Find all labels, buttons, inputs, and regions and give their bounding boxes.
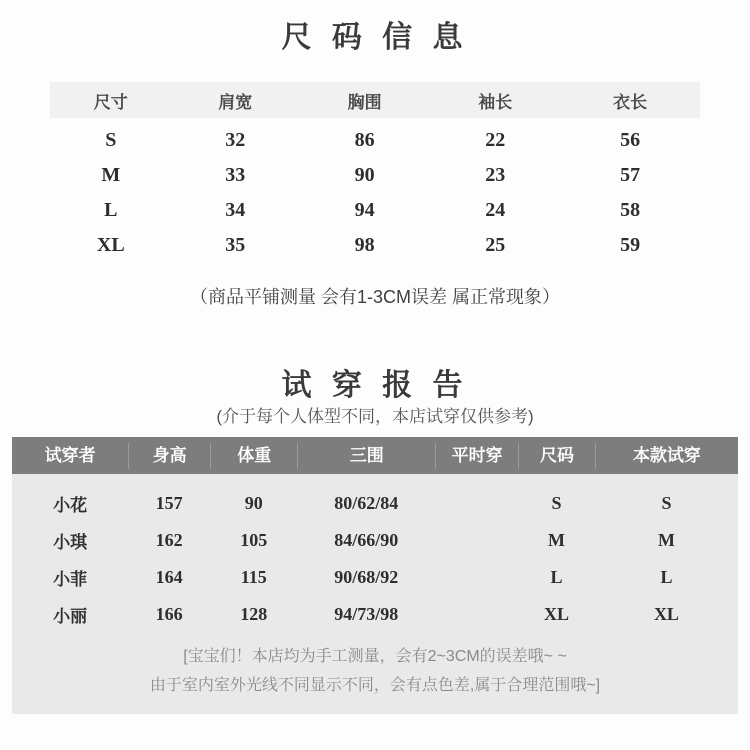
size-table-row-m xyxy=(50,158,700,193)
size-cell: M xyxy=(101,164,121,186)
size-table xyxy=(50,82,700,263)
fit-cell-model: 小丽 xyxy=(53,607,88,626)
fit-cell-tried-size: S xyxy=(661,493,672,513)
size-cell: 33 xyxy=(225,164,246,186)
size-cell: XL xyxy=(96,234,125,256)
fit-cell-model: 小花 xyxy=(53,496,88,515)
fit-table-row xyxy=(12,596,738,633)
size-cell: 86 xyxy=(354,129,375,151)
size-cell: L xyxy=(104,199,118,221)
size-table-header-bust: 胸围 xyxy=(347,92,382,112)
size-cell: S xyxy=(105,129,117,151)
fit-cell-measurements: 94/73/98 xyxy=(334,604,399,624)
fit-cell-weight: 128 xyxy=(240,604,268,624)
fit-cell-model: 小琪 xyxy=(53,533,88,552)
size-cell: 32 xyxy=(225,129,246,151)
size-cell: 98 xyxy=(354,234,375,256)
footnote-line-2: 由于室内室外光线不同显示不同，会有点色差,属于合理范围哦~] xyxy=(149,677,601,694)
fit-cell-size: XL xyxy=(543,604,569,624)
fit-cell-height: 166 xyxy=(155,604,183,624)
size-cell: 58 xyxy=(620,199,641,221)
size-cell: 22 xyxy=(485,129,506,151)
fit-cell-size: M xyxy=(547,530,565,550)
size-cell: 24 xyxy=(485,199,506,221)
fit-cell-measurements: 90/68/92 xyxy=(334,567,399,587)
fit-cell-size: S xyxy=(551,493,562,513)
size-cell: 56 xyxy=(620,129,641,151)
fit-table-header-row xyxy=(12,437,738,474)
fit-cell-weight: 90 xyxy=(244,493,263,513)
fit-header-tried-size: 本款试穿 xyxy=(595,443,738,469)
fit-table-row xyxy=(12,559,738,596)
measurement-tolerance-note: （商品平铺测量 会有1-3CM误差 属正常现象） xyxy=(189,287,560,307)
fit-header-height: 身高 xyxy=(128,443,210,469)
fit-cell-measurements: 80/62/84 xyxy=(334,493,399,513)
size-table-body xyxy=(50,118,700,263)
fit-cell-weight: 105 xyxy=(240,530,268,550)
size-cell: 90 xyxy=(354,164,375,186)
size-table-row-l xyxy=(50,193,700,228)
footnote-line-1: [宝宝们！本店均为手工测量，会有2~3CM的误差哦~ ~ xyxy=(183,648,567,665)
fit-header-size: 尺码 xyxy=(518,443,595,469)
fit-cell-tried-size: M xyxy=(657,530,675,550)
fit-header-measurements: 三围 xyxy=(297,443,435,469)
fit-header-usual-size: 平时穿 xyxy=(435,443,518,469)
size-cell: 35 xyxy=(225,234,246,256)
fit-header-weight: 体重 xyxy=(210,443,297,469)
fit-cell-height: 162 xyxy=(155,530,183,550)
fit-table-row xyxy=(12,485,738,522)
fit-cell-tried-size: XL xyxy=(653,604,679,624)
size-cell: 34 xyxy=(225,199,246,221)
size-cell: 94 xyxy=(354,199,375,221)
fit-report-footnote xyxy=(12,642,738,700)
fit-report-panel xyxy=(12,437,738,714)
fit-report-title: 试 穿 报 告 xyxy=(281,369,469,402)
fit-cell-weight: 115 xyxy=(240,567,267,587)
size-table-header-length: 衣长 xyxy=(613,92,648,112)
size-table-header-row xyxy=(50,82,700,118)
size-table-header-size: 尺寸 xyxy=(93,92,128,112)
size-table-header-shoulder: 肩宽 xyxy=(218,92,253,112)
size-table-row-xl xyxy=(50,228,700,263)
size-cell: 59 xyxy=(620,234,641,256)
fit-cell-height: 157 xyxy=(155,493,183,513)
fit-cell-tried-size: L xyxy=(660,567,673,587)
size-table-row-s xyxy=(50,123,700,158)
size-cell: 23 xyxy=(485,164,506,186)
fit-cell-measurements: 84/66/90 xyxy=(334,530,399,550)
fit-header-model: 试穿者 xyxy=(44,445,96,465)
size-table-header-sleeve: 袖长 xyxy=(478,92,513,112)
size-cell: 57 xyxy=(620,164,641,186)
fit-table-row xyxy=(12,522,738,559)
size-info-title: 尺 码 信 息 xyxy=(281,21,469,54)
fit-cell-model: 小菲 xyxy=(53,570,88,589)
fit-table-body xyxy=(12,474,738,633)
size-cell: 25 xyxy=(485,234,506,256)
fit-report-subtitle: (介于每个人体型不同，本店试穿仅供参考) xyxy=(216,407,534,426)
fit-cell-size: L xyxy=(550,567,563,587)
fit-cell-height: 164 xyxy=(155,567,183,587)
